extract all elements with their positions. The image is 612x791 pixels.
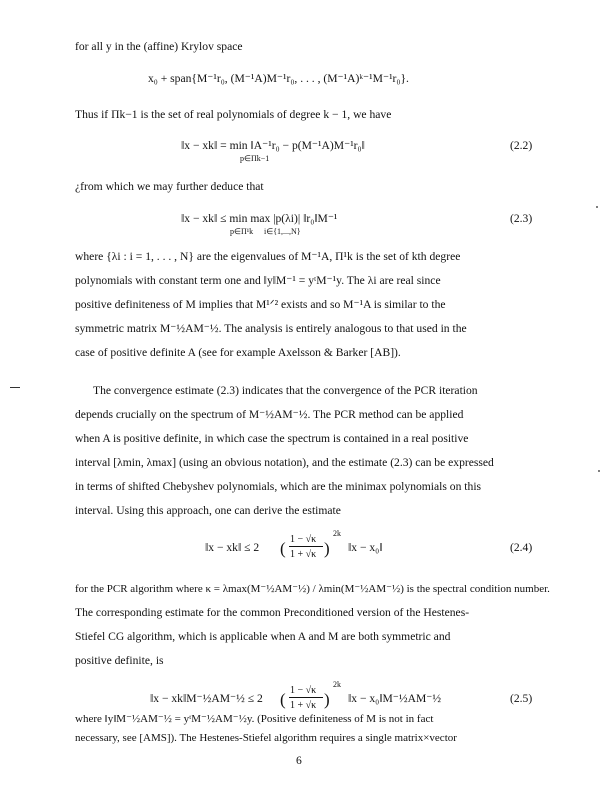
equation-2-5-lhs: ‖x − xk‖M⁻½AM⁻½ ≤ 2 xyxy=(150,692,263,705)
paren-right: ) xyxy=(324,690,330,709)
equation-2-4-numerator: 1 − √κ xyxy=(290,534,317,545)
equation-number: (2.5) xyxy=(510,692,533,705)
page-number: 6 xyxy=(296,754,302,767)
text-line: for the PCR algorithm where κ = λmax(M⁻½AM⁻½) / λmin(M⁻½AM⁻½) is the spectral condition number. xyxy=(75,583,550,595)
text-line: Stiefel CG algorithm, which is applicable when A and M are both symmetric and xyxy=(75,630,451,643)
text-line: when A is positive definite, in which case the spectrum is contained in a real positive xyxy=(75,432,469,445)
equation-2-2-subscript: p∈Πk−1 xyxy=(240,154,270,163)
equation-number: (2.2) xyxy=(510,139,533,152)
text-line: The corresponding estimate for the common Preconditioned version of the Hestenes- xyxy=(75,606,470,619)
text-line: positive definiteness of M implies that M¹ᐟ² exists and so M⁻¹A is similar to the xyxy=(75,298,446,311)
text-line: interval. Using this approach, one can derive the estimate xyxy=(75,504,341,517)
text-line: ¿from which we may further deduce that xyxy=(75,180,264,193)
equation-2-4-rhs: ‖x − x₀‖ xyxy=(348,541,383,554)
equation-number: (2.4) xyxy=(510,541,533,554)
equation-2-5-rhs: ‖x − x₀‖M⁻½AM⁻½ xyxy=(348,692,442,705)
text-line: where {λi : i = 1, . . . , N} are the eigenvalues of M⁻¹A, Π¹k is the set of kth degree xyxy=(75,250,461,263)
text-line: necessary, see [AMS]). The Hestenes-Stiefel algorithm requires a single matrix×vector xyxy=(75,732,457,744)
equation-2-5-numerator: 1 − √κ xyxy=(290,685,317,696)
paren-right: ) xyxy=(324,539,330,558)
equation-2-4-denominator: 1 + √κ xyxy=(290,549,317,560)
text-line: in terms of shifted Chebyshev polynomials, which are the minimax polynomials on this xyxy=(75,480,482,493)
text-line: for all y in the (affine) Krylov space xyxy=(75,40,243,53)
equation-number: (2.3) xyxy=(510,212,533,225)
text-line: where ‖y‖M⁻½AM⁻½ = yᵗM⁻½AM⁻½y. (Positive definiteness of M is not in fact xyxy=(75,713,434,725)
text-line: symmetric matrix M⁻½AM⁻½. The analysis is entirely analogous to that used in the xyxy=(75,322,467,335)
text-line: Thus if Πk−1 is the set of real polynomials of degree k − 1, we have xyxy=(75,108,392,121)
equation-2-3-subscript-min: p∈Π¹k xyxy=(230,227,254,236)
equation-2-3: ‖x − xk‖ ≤ min max |p(λi)| ‖r₀‖M⁻¹ xyxy=(181,212,338,225)
equation-2-5-exponent: 2k xyxy=(333,680,341,689)
text-line: interval [λmin, λmax] (using an obvious notation), and the estimate (2.3) can be expressed xyxy=(75,456,494,469)
text-line: The convergence estimate (2.3) indicates that the convergence of the PCR iteration xyxy=(93,384,478,397)
text-line: positive definite, is xyxy=(75,654,164,667)
scan-speck xyxy=(596,206,598,208)
text-line: case of positive definite A (see for example Axelsson & Barker [AB]). xyxy=(75,346,401,359)
equation-2-2: ‖x − xk‖ = min ‖A⁻¹r₀ − p(M⁻¹A)M⁻¹r₀‖ xyxy=(181,139,365,152)
margin-mark xyxy=(10,387,20,388)
equation-2-3-subscript-max: i∈{1,...,N} xyxy=(264,227,301,236)
text-line: polynomials with constant term one and ‖y‖M⁻¹ = yᵗM⁻¹y. The λi are real since xyxy=(75,274,441,287)
krylov-space-equation: x₀ + span{M⁻¹r₀, (M⁻¹A)M⁻¹r₀, . . . , (M⁻¹A)ᵏ⁻¹M⁻¹r₀}. xyxy=(148,72,409,85)
equation-2-4-exponent: 2k xyxy=(333,529,341,538)
paren-left: ( xyxy=(280,539,286,558)
scan-speck xyxy=(598,470,600,472)
equation-2-5-denominator: 1 + √κ xyxy=(290,700,317,711)
text-line: depends crucially on the spectrum of M⁻½AM⁻½. The PCR method can be applied xyxy=(75,408,464,421)
fraction-bar xyxy=(289,546,323,547)
equation-2-4-lhs: ‖x − xk‖ ≤ 2 xyxy=(205,541,260,554)
fraction-bar xyxy=(289,697,323,698)
paren-left: ( xyxy=(280,690,286,709)
